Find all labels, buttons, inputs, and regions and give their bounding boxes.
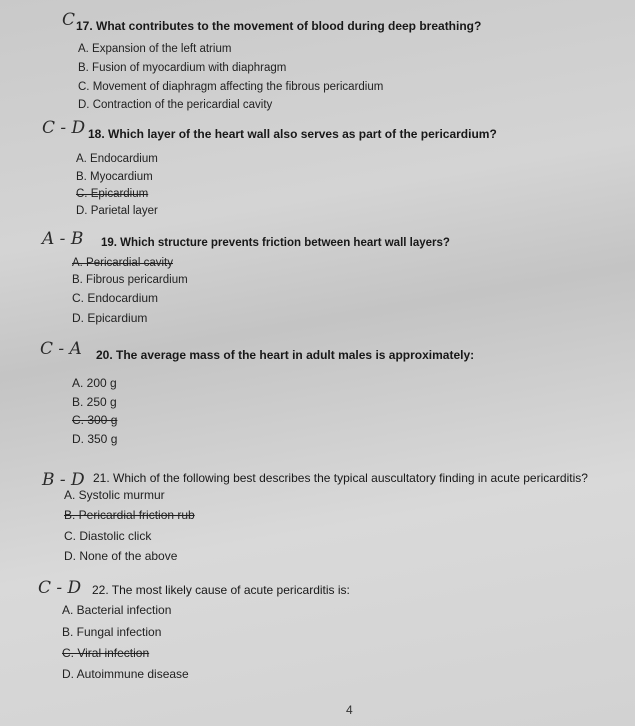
option-d: D. None of the above (64, 549, 178, 563)
handwritten-answer-mark: B - D (42, 470, 85, 490)
option-d: D. Autoimmune disease (62, 667, 189, 681)
handwritten-answer-mark: C - D (42, 118, 86, 138)
option-b: B. Fungal infection (62, 625, 162, 639)
handwritten-answer-mark: A - B (42, 229, 84, 249)
option-c: C. Viral infection (62, 646, 150, 660)
handwritten-answer-mark: C - D (38, 578, 82, 598)
page-number: 4 (346, 703, 353, 717)
question-stem: 18. Which layer of the heart wall also serves as part of the pericardium? (88, 127, 497, 141)
question-stem: 20. The average mass of the heart in adult males is approximately: (96, 348, 475, 362)
question-stem: 21. Which of the following best describes the typical auscultatory finding in acute pericarditis? (93, 471, 588, 485)
question-stem: 19. Which structure prevents friction between heart wall layers? (101, 237, 450, 249)
option-a: A. Expansion of the left atrium (78, 43, 232, 55)
option-d: D. 350 g (72, 432, 118, 446)
option-a: A. Pericardial cavity (72, 257, 173, 269)
option-b: B. Myocardium (76, 171, 153, 183)
option-c: C. Movement of diaphragm affecting the fibrous pericardium (78, 81, 384, 93)
question-stem: 17. What contributes to the movement of blood during deep breathing? (76, 19, 482, 33)
question-stem: 22. The most likely cause of acute pericarditis is: (92, 583, 350, 597)
option-c: C. Diastolic click (64, 529, 152, 543)
option-d: D. Contraction of the pericardial cavity (78, 99, 273, 111)
handwritten-answer-mark: C - A (40, 339, 82, 359)
option-a: A. 200 g (72, 376, 117, 390)
option-a: A. Bacterial infection (62, 603, 172, 617)
option-b: B. Pericardial friction rub (64, 508, 195, 522)
option-b: B. Fibrous pericardium (72, 274, 188, 286)
handwritten-answer-mark: C (62, 10, 76, 30)
option-b: B. Fusion of myocardium with diaphragm (78, 62, 287, 74)
option-d: D. Parietal layer (76, 205, 158, 217)
option-d: D. Epicardium (72, 311, 148, 325)
option-c: C. Endocardium (72, 291, 159, 305)
option-c: C. 300 g (72, 413, 118, 427)
option-a: A. Endocardium (76, 153, 158, 165)
option-a: A. Systolic murmur (64, 488, 165, 502)
option-c: C. Epicardium (76, 188, 149, 200)
option-b: B. 250 g (72, 395, 117, 409)
